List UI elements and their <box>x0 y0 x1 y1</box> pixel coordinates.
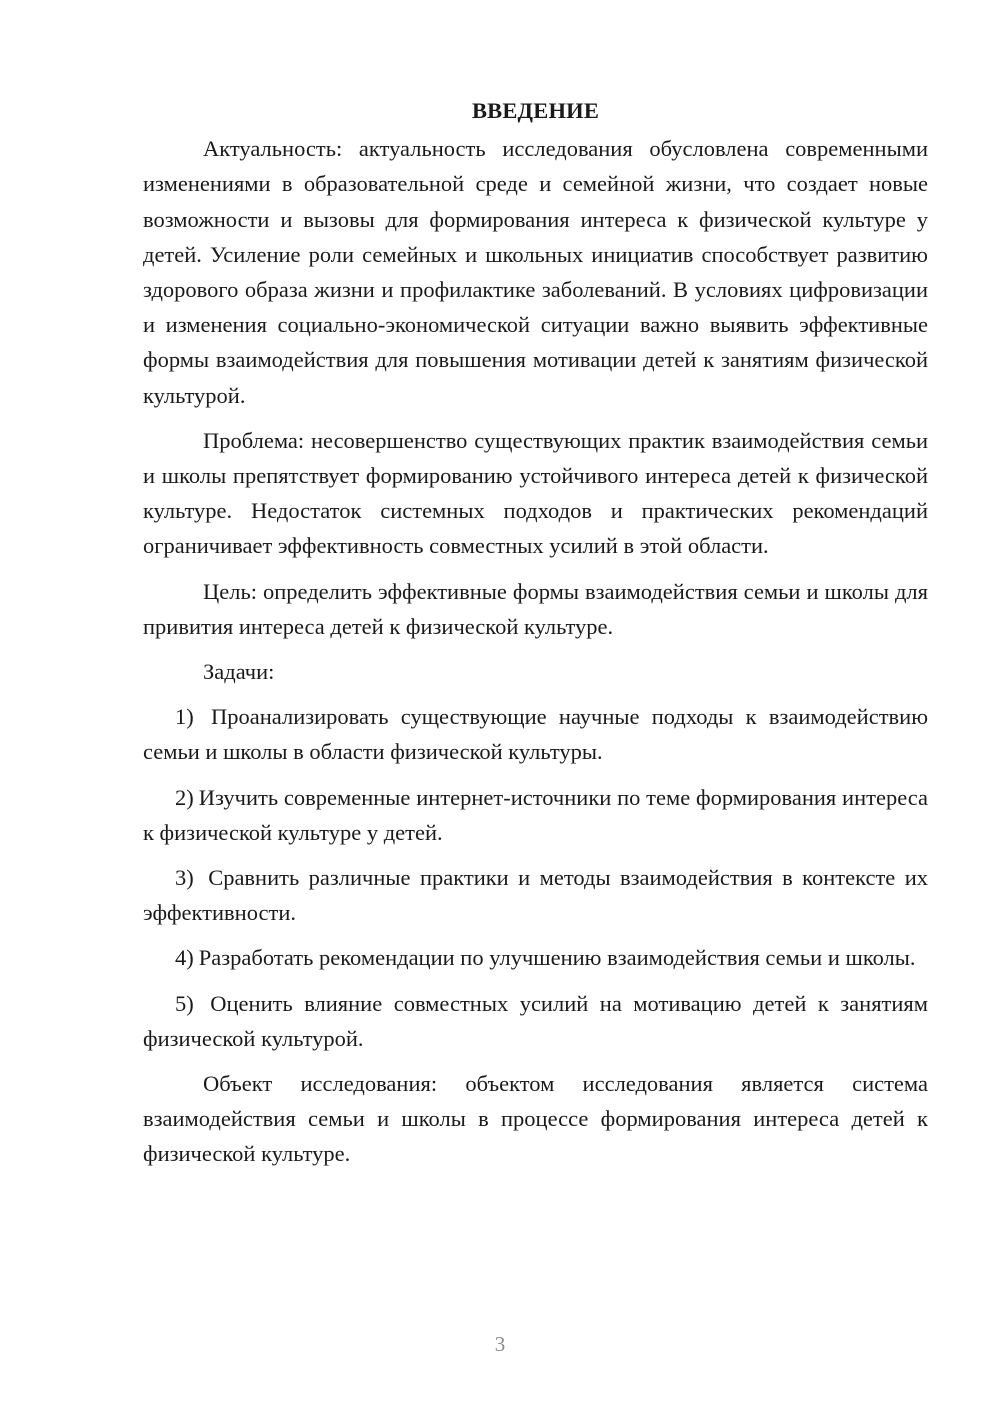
relevance-paragraph: Актуальность: актуальность исследования обусловлена современными изменениями в образовательной среде и семейной жизни, что создает новые возможности и вызовы для формирования интереса к физической культуре у детей. Усиление роли семейных и школьных инициатив способствует развитию здорового образа жизни и профилактике заболеваний. В условиях цифровизации и изменения социально-экономической ситуации важно выявить эффективные формы взаимодействия для повышения мотивации детей к занятиям физической культурой. <box>143 136 928 408</box>
task-item-2 <box>143 780 928 850</box>
task-text: Разработать рекомендации по улучшению взаимодействия семьи и школы. <box>198 945 916 971</box>
task-item-4 <box>143 940 928 975</box>
page-number: 3 <box>494 1332 506 1356</box>
task-text: Сравнить различные практики и методы взаимодействия в контексте их эффективности. <box>143 865 928 926</box>
document-body <box>143 93 928 1172</box>
task-number: 4) <box>175 945 194 971</box>
page-title: ВВЕДЕНИЕ <box>471 98 600 123</box>
tasks-heading: Задачи: <box>203 659 275 685</box>
task-item-1 <box>143 699 928 769</box>
goal-paragraph: Цель: определить эффективные формы взаимодействия семьи и школы для привития интереса детей к физической культуре. <box>143 578 928 639</box>
task-number: 1) <box>175 704 194 730</box>
problem-paragraph: Проблема: несовершенство существующих практик взаимодействия семьи и школы препятствует формированию устойчивого интереса детей к физической культуре. Недостаток системных подходов и практических рекомендаций ограничивает эффективность совместных усилий в этой области. <box>143 427 928 559</box>
task-number: 2) <box>175 784 194 810</box>
task-text: Изучить современные интернет-источники по теме формирования интереса к физической культуре у детей. <box>143 784 928 845</box>
task-text: Оценить влияние совместных усилий на мотивацию детей к занятиям физической культурой. <box>143 990 929 1051</box>
task-number: 5) <box>175 990 194 1016</box>
task-item-3 <box>143 860 928 930</box>
task-item-5 <box>143 986 928 1056</box>
object-paragraph: Объект исследования: объектом исследования является система взаимодействия семьи и школы в процессе формирования интереса детей к физической культуре. <box>143 1071 928 1167</box>
task-number: 3) <box>175 865 194 891</box>
task-text: Проанализировать существующие научные подходы к взаимодействию семьи и школы в области физической культуры. <box>143 704 928 765</box>
